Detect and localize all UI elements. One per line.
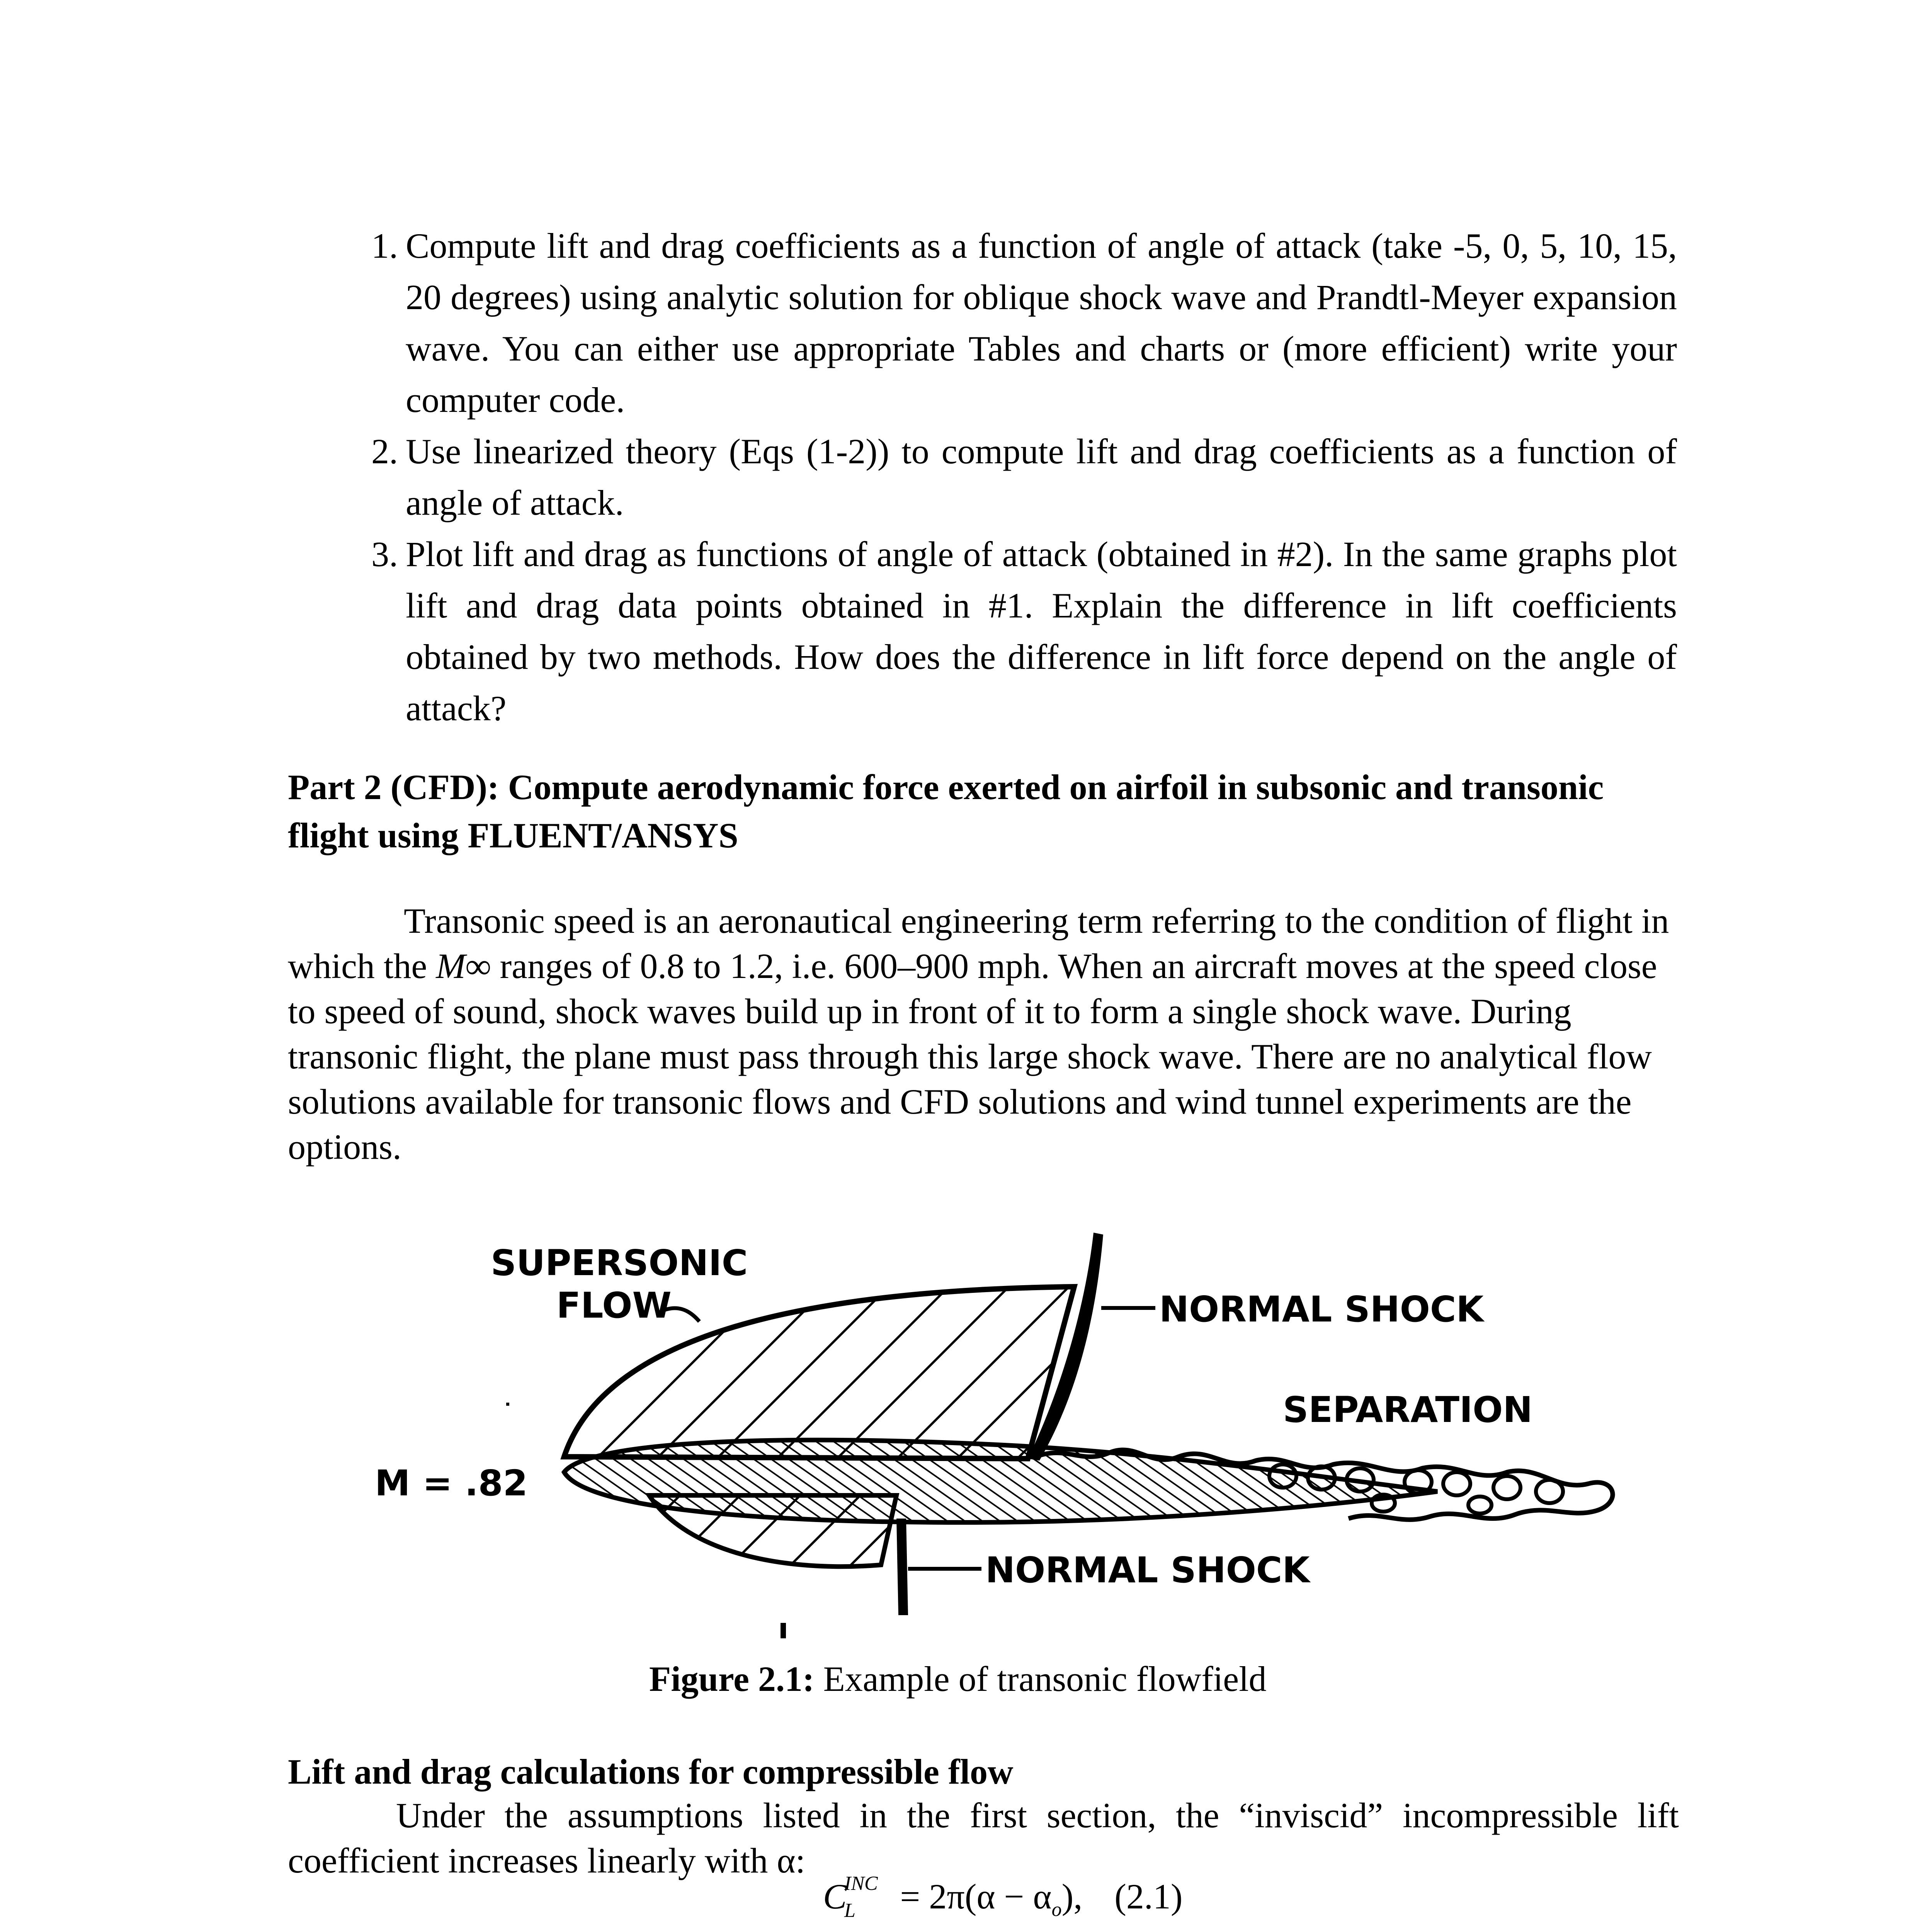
normal-shock-bottom-label: NORMAL SHOCK <box>985 1549 1310 1591</box>
figure-caption: Figure 2.1: Example of transonic flowfield <box>649 1659 1267 1699</box>
list-number: 2. <box>371 432 398 471</box>
lift-section-heading: Lift and drag calculations for compressible flow <box>288 1752 1014 1791</box>
airfoil <box>564 1440 1437 1522</box>
transonic-flowfield-figure <box>348 1225 1662 1719</box>
separation-label: SEPARATION <box>1283 1389 1533 1430</box>
normal-shock-top-label: NORMAL SHOCK <box>1159 1289 1484 1330</box>
list-text: Compute lift and drag coefficients as a function of angle of attack (take -5, 0, 5, 10, 15, 20 degrees) using analytic solution for oblique shock wave and Prandtl-Meyer expansion wave. You can either use appropriate Tables and charts or (more efficient) write your computer code. <box>406 226 1677 420</box>
transonic-paragraph: Transonic speed is an aeronautical engineering term referring to the condition of flight in which the M∞ ranges of 0.8 to 1.2, i.e. 600–900 mph. When an aircraft moves at the speed close to speed of sound, shock waves build up in front of it to form a single shock wave. During transonic flight, the plane must pass through this large shock wave. There are no analytical flow solutions available for transonic flows and CFD solutions and wind tunnel experiments are the options. <box>288 901 1669 1167</box>
mach-label: M = .82 <box>375 1463 528 1504</box>
tick-mark <box>781 1623 786 1638</box>
supersonic-label: SUPERSONIC <box>491 1242 748 1284</box>
equation-number: (2.1) <box>1114 1877 1183 1916</box>
list-text: Plot lift and drag as functions of angle of attack (obtained in #2). In the same graphs plot lift and drag data points obtained in #1. Explain the difference in lift coefficients obtained by two methods. How does the difference in lift force depend on the angle of attack? <box>406 534 1677 728</box>
list-number: 1. <box>371 226 398 265</box>
flow-label: FLOW <box>556 1285 672 1326</box>
tick-mark-small <box>506 1403 509 1406</box>
part2-heading: Part 2 (CFD): Compute aerodynamic force exerted on airfoil in subsonic and transonic flight using FLUENT/ANSYS <box>288 767 1604 855</box>
list-item <box>371 220 1677 426</box>
task-list <box>371 220 1677 734</box>
lower-normal-shock <box>896 1519 908 1615</box>
lift-paragraph-1: Under the assumptions listed in the first section, the “inviscid” incompressible lift coefficient increases linearly with α: <box>288 1796 1679 1880</box>
list-text: Use linearized theory (Eqs (1-2)) to compute lift and drag coefficients as a function of angle of attack. <box>406 432 1677 522</box>
equation-2-1: C INC L = $2\pi(\alpha - \alpha_o)$, (2.1) <box>823 1872 1183 1922</box>
list-number: 3. <box>371 534 398 574</box>
list-item <box>371 529 1677 734</box>
list-item <box>371 426 1677 529</box>
mach-infinity: M∞ <box>436 946 491 986</box>
